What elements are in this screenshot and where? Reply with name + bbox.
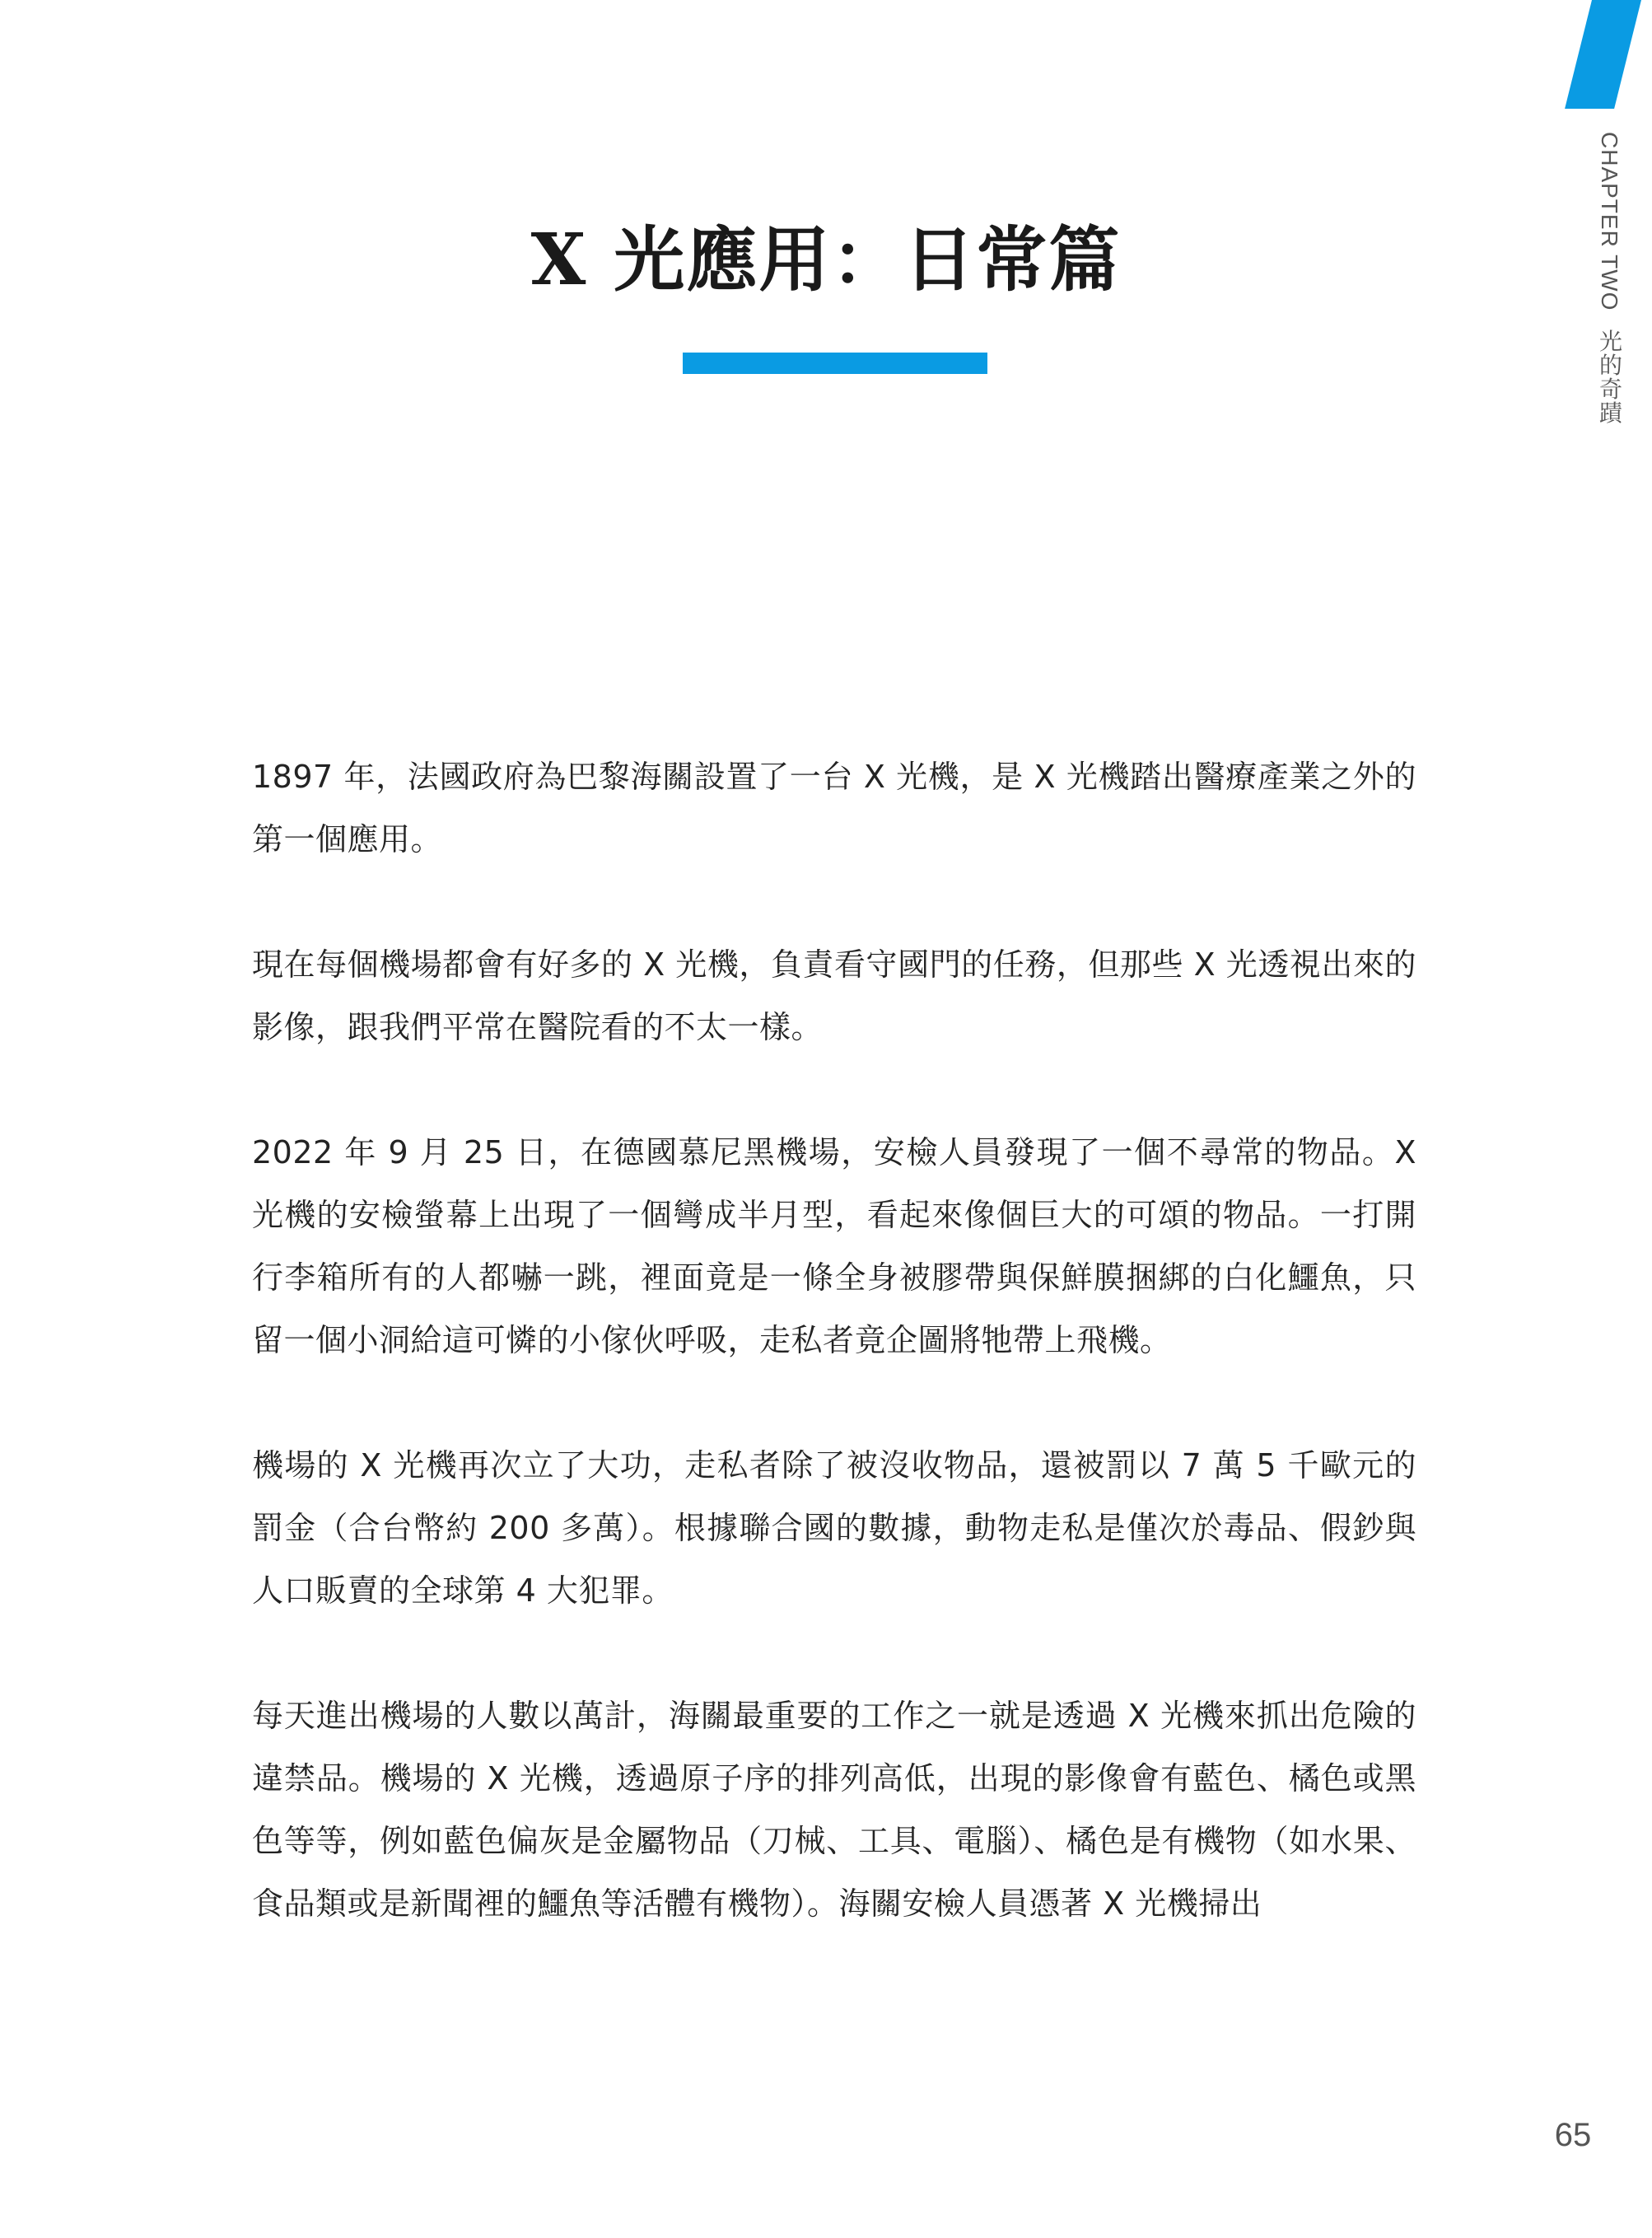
page-title: X 光應用：日常篇	[530, 218, 1122, 301]
paragraph-3: 2022 年 9 月 25 日，在德國慕尼黑機場，安檢人員發現了一個不尋常的物品。X 光機的安檢螢幕上出現了一個彎成半月型，看起來像個巨大的可頌的物品。一打開行李箱所有的人都嚇一跳，裡面竟是一條全身被膠帶與保鮮膜捆綁的白化鱷魚，只留一個小洞給這可憐的小傢伙呼吸，走私者竟企圖將牠帶上飛機。	[252, 1134, 1416, 1358]
chapter-title: 光的奇蹟	[1597, 329, 1622, 425]
chapter-label: CHAPTER TWO	[1597, 132, 1622, 311]
paragraph-1: 1897 年，法國政府為巴黎海關設置了一台 X 光機，是 X 光機踏出醫療產業之外的第一個應用。	[252, 759, 1416, 857]
chapter-corner-tab	[1565, 0, 1641, 109]
page-number: 65	[1554, 2117, 1592, 2153]
title-underline	[683, 353, 987, 374]
article-body	[252, 745, 1416, 1997]
paragraph-5: 每天進出機場的人數以萬計，海關最重要的工作之一就是透過 X 光機來抓出危險的違禁品。機場的 X 光機，透過原子序的排列高低，出現的影像會有藍色、橘色或黑色等等，例如藍色偏灰是金屬物品（刀械、工具、電腦）、橘色是有機物（如水果、食品類或是新聞裡的鱷魚等活體有機物）。海關安檢人員憑著 X 光機掃出	[252, 1698, 1416, 1922]
paragraph-2: 現在每個機場都會有好多的 X 光機，負責看守國門的任務，但那些 X 光透視出來的影像，跟我們平常在醫院看的不太一樣。	[252, 946, 1416, 1045]
paragraph-4: 機場的 X 光機再次立了大功，走私者除了被沒收物品，還被罰以 7 萬 5 千歐元的罰金（合台幣約 200 多萬）。根據聯合國的數據，動物走私是僅次於毒品、假鈔與人口販賣的全球第 4 大犯罪。	[252, 1447, 1416, 1609]
